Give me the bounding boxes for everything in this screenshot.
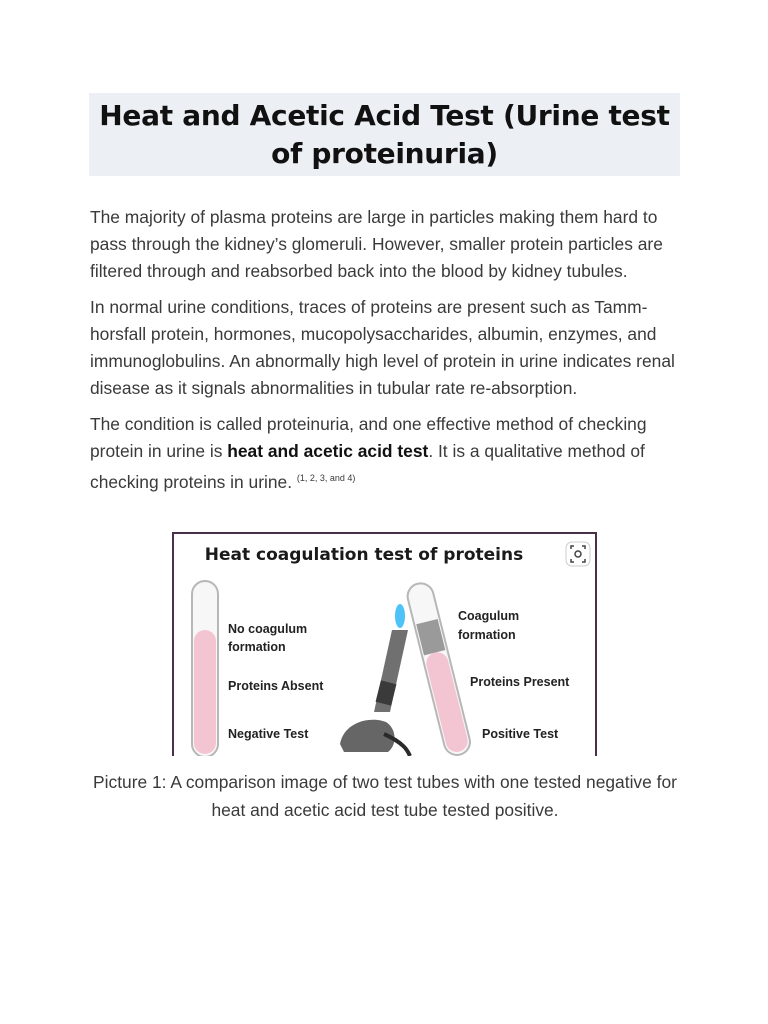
paragraph-3-start: The condition is called proteinuria, and one effective method of checking protein in urine is — [90, 414, 647, 461]
page-title: Heat and Acetic Acid Test (Urine test of proteinuria) — [99, 98, 670, 170]
right-label-formation: formation — [458, 628, 516, 642]
right-label-positive-test: Positive Test — [482, 727, 559, 741]
figure-caption: Picture 1: A comparison image of two test tubes with one tested negative for heat and acetic acid test tube tested positive. — [93, 772, 677, 820]
paragraph-1: The majority of plasma proteins are large in particles making them hard to pass through the kidney’s glomeruli. However, smaller protein particles are filtered through and reabsorbed back into the blood by kidney tubules. — [90, 207, 663, 281]
right-tube-liquid — [424, 650, 470, 754]
article-body — [90, 204, 680, 505]
right-test-tube — [405, 581, 473, 756]
left-label-proteins-absent: Proteins Absent — [228, 679, 324, 693]
paragraph-2: In normal urine conditions, traces of proteins are present such as Tamm-horsfall protein, hormones, mucopolysaccharides, albumin, enzymes, and immunoglobulins. An abnormally high level of protein in urine indicates renal disease as it signals abnormalities in tubular rate re-absorption. — [90, 297, 675, 398]
right-label-proteins-present: Proteins Present — [470, 675, 570, 689]
bunsen-burner — [340, 604, 410, 756]
paragraph-3-bold: heat and acetic acid test — [227, 441, 429, 461]
figure-title: Heat coagulation test of proteins — [204, 545, 524, 565]
right-label-coagulum: Coagulum — [458, 609, 520, 623]
paragraph-3-end: . It is a qualitative method of checking proteins in urine. — [90, 441, 645, 492]
left-label-negative-test: Negative Test — [228, 727, 309, 741]
left-test-tube — [192, 581, 218, 756]
figure-illustration — [174, 534, 595, 756]
left-label-no-coagulum: No coagulum — [228, 622, 308, 636]
paragraph-3 — [90, 411, 680, 496]
citation: (1, 2, 3, and 4) — [296, 473, 356, 483]
heat-coagulation-figure — [172, 532, 597, 756]
left-tube-liquid — [194, 630, 216, 754]
scan-icon[interactable] — [566, 542, 590, 566]
left-label-formation: formation — [228, 640, 286, 654]
burner-flame — [395, 604, 405, 628]
title-box — [89, 93, 680, 176]
